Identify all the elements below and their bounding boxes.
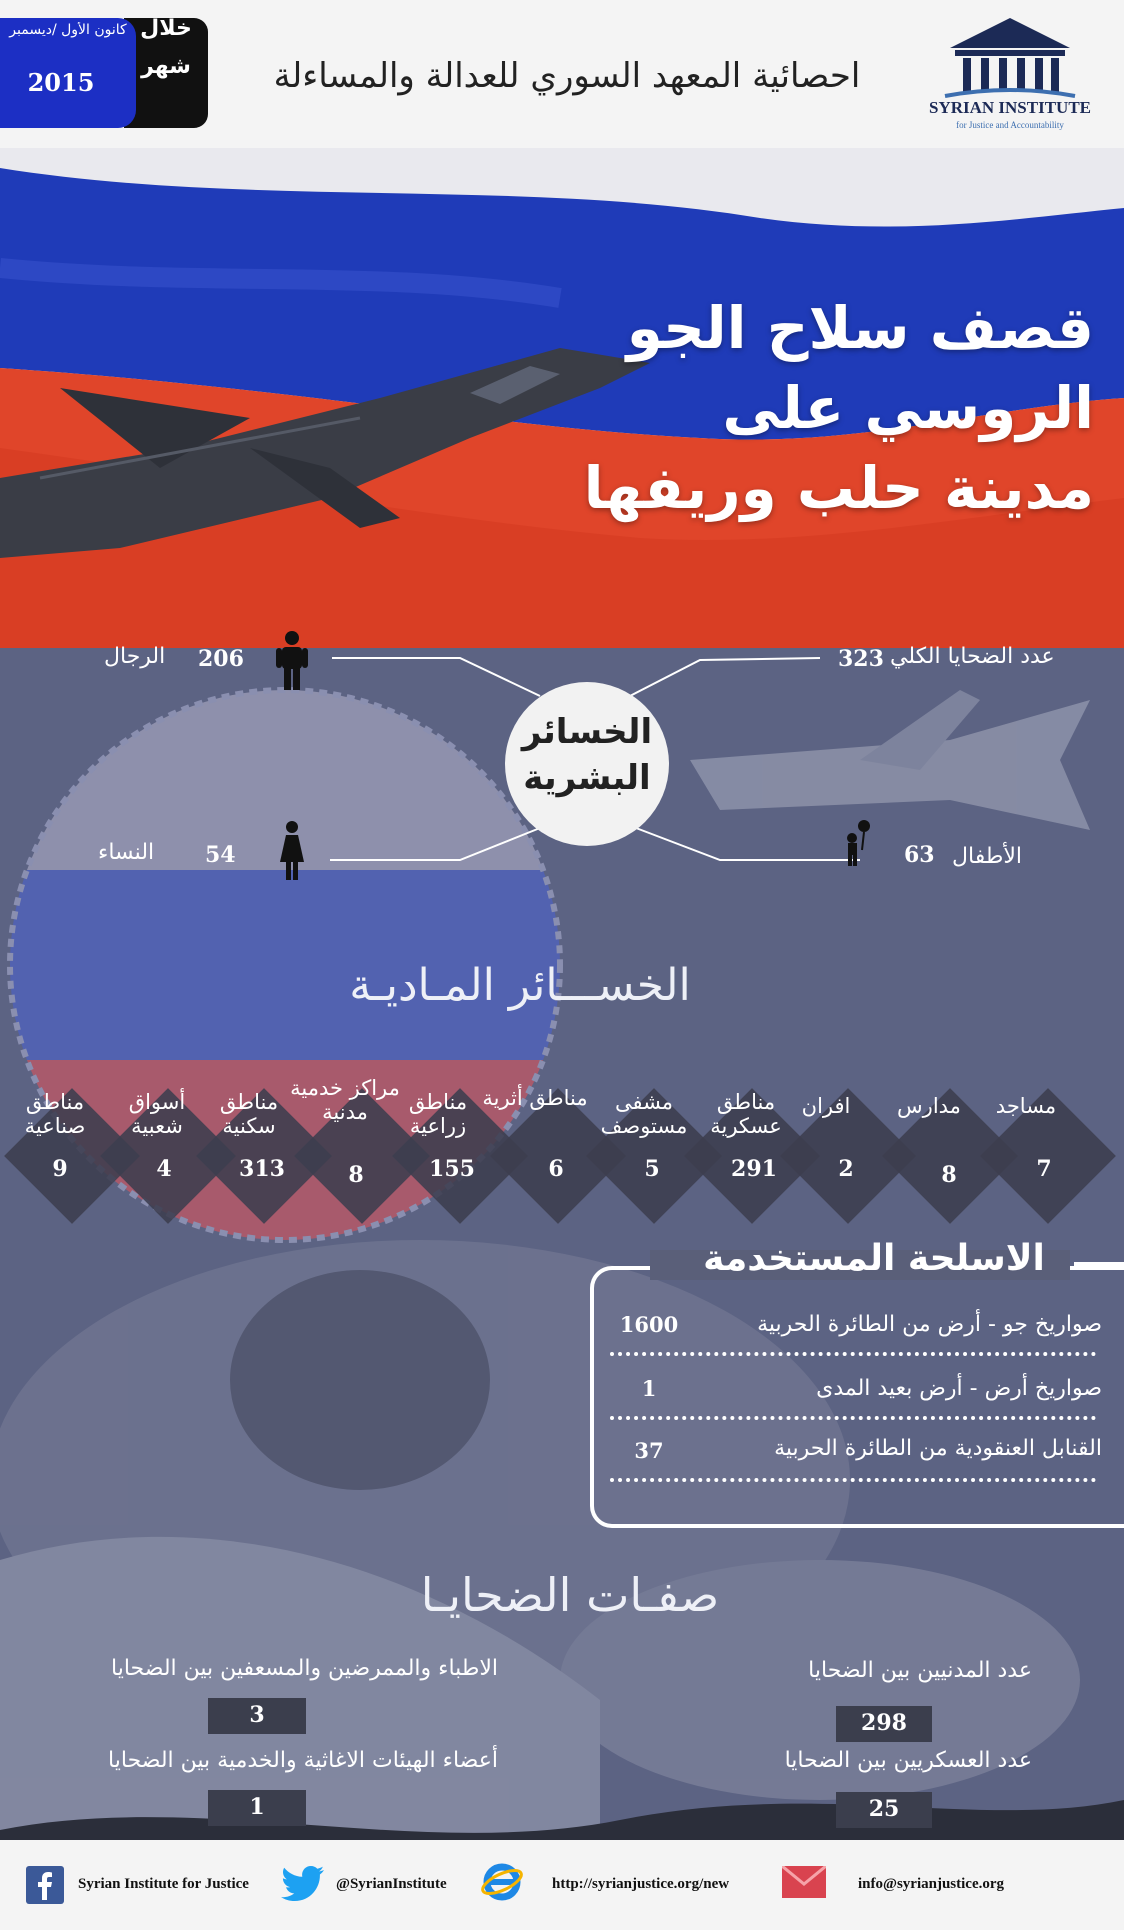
women-label: النساء: [98, 840, 155, 865]
loss-value-mosques: 7: [1036, 1156, 1052, 1182]
browser-icon[interactable]: [480, 1860, 524, 1904]
hero-title-line-2: الروسي على: [722, 374, 1094, 442]
period-label-2: شهر: [141, 54, 191, 79]
loss-value-industrial: 9: [52, 1156, 68, 1182]
loss-label-archaeological: مناطق أثرية: [482, 1086, 588, 1110]
date-year: 2015: [27, 68, 95, 97]
weapon-label-cluster-bombs: القنابل العنقودية من الطائرة الحربية: [774, 1436, 1102, 1461]
loss-label-mosques: مساجد: [995, 1094, 1057, 1118]
loss-value-civil-centers: 8: [348, 1162, 364, 1188]
human-losses-title-1: الخسائر: [521, 712, 653, 752]
loss-value-schools: 8: [941, 1162, 957, 1188]
loss-label-industrial: مناطق صناعية: [24, 1090, 86, 1138]
facebook-icon[interactable]: [26, 1866, 64, 1904]
weapons-title: الاسلحة المستخدمة: [703, 1238, 1045, 1279]
header-title: احصائية المعهد السوري للعدالة والمساءلة: [273, 56, 861, 96]
date-month: كانون الأول /ديسمبر: [9, 22, 127, 38]
period-label-1: خلال: [140, 16, 192, 41]
email-icon[interactable]: [782, 1866, 826, 1898]
loss-value-archaeological: 6: [548, 1156, 564, 1182]
weapon-value-cluster-bombs: 37: [634, 1438, 664, 1463]
logo-name: SYRIAN INSTITUTE: [928, 98, 1092, 117]
weapon-divider: [610, 1352, 1096, 1356]
loss-label-hospital: مشفى مستوصف: [600, 1090, 688, 1138]
civilians-label: عدد المدنيين بين الضحايا: [808, 1658, 1032, 1683]
weapon-divider: [610, 1416, 1096, 1420]
material-losses-title: الخســـائر المـاديـة: [349, 960, 691, 1011]
hero-title-line-1: قصف سلاح الجو: [626, 294, 1094, 362]
medics-value: 3: [249, 1702, 265, 1728]
footer-website[interactable]: http://syrianjustice.org/new: [552, 1876, 730, 1892]
hero-title-line-3: مدينة حلب وريفها: [583, 454, 1094, 522]
relief-label: أعضاء الهيئات الاغاثية والخدمية بين الضحايا: [108, 1748, 498, 1773]
men-value: 206: [198, 646, 244, 672]
children-label: الأطفال: [952, 844, 1022, 869]
twitter-icon[interactable]: [280, 1864, 326, 1904]
civilians-value: 298: [861, 1710, 907, 1736]
loss-value-military: 291: [731, 1156, 777, 1182]
weapon-label-air-to-ground: صواريخ جو - أرض من الطائرة الحربية: [757, 1312, 1102, 1337]
child-icon: [838, 818, 872, 868]
weapon-divider: [610, 1478, 1096, 1482]
human-losses-title-2: البشرية: [523, 758, 651, 798]
medics-label: الاطباء والممرضين والمسعفين بين الضحايا: [111, 1656, 498, 1681]
loss-value-hospital: 5: [644, 1156, 660, 1182]
loss-value-residential: 313: [239, 1156, 285, 1182]
loss-value-agricultural: 155: [429, 1156, 475, 1182]
loss-label-agricultural: مناطق زراعية: [408, 1090, 468, 1138]
footer-twitter[interactable]: @SyrianInstitute: [336, 1876, 447, 1892]
loss-value-markets: 4: [156, 1156, 172, 1182]
loss-label-schools: مدارس: [897, 1094, 961, 1118]
footer-email[interactable]: info@syrianjustice.org: [858, 1876, 1005, 1892]
loss-label-military: مناطق عسكرية: [710, 1090, 782, 1138]
weapon-label-ground-to-ground: صواريخ أرض - أرض بعيد المدى: [816, 1376, 1102, 1401]
children-value: 63: [904, 842, 935, 868]
logo-subtitle: for Justice and Accountability: [956, 120, 1064, 130]
military-value: 25: [868, 1796, 900, 1822]
woman-icon: [278, 820, 306, 882]
victims-title: صفـات الضحايـا: [420, 1568, 720, 1622]
loss-label-civil-centers: مراكز خدمية مدنية: [290, 1076, 400, 1124]
military-label: عدد العسكريين بين الضحايا: [784, 1748, 1032, 1773]
total-victims-label: عدد الضحايا الكلي: [890, 644, 1055, 669]
relief-value: 1: [249, 1794, 265, 1820]
loss-label-residential: مناطق سكنية: [219, 1090, 279, 1138]
weapon-value-air-to-ground: 1600: [619, 1312, 679, 1337]
man-icon: [272, 630, 312, 692]
footer-facebook[interactable]: Syrian Institute for Justice: [78, 1876, 249, 1892]
total-victims-value: 323: [838, 646, 884, 672]
weapon-value-ground-to-ground: 1: [641, 1376, 657, 1401]
men-label: الرجال: [104, 644, 166, 669]
loss-label-bakeries: افران: [801, 1094, 851, 1118]
loss-value-bakeries: 2: [838, 1156, 854, 1182]
loss-label-markets: أسواق شعبية: [128, 1090, 186, 1138]
women-value: 54: [205, 842, 236, 868]
